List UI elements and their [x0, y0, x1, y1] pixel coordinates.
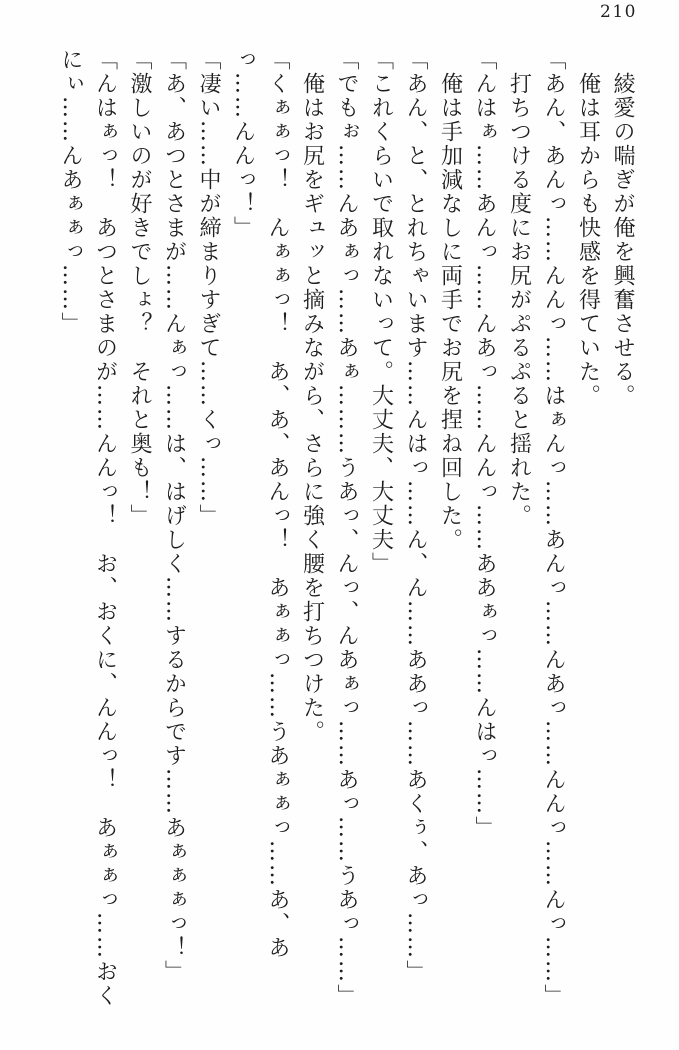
text-line-narration: 俺は耳からも快感を得ていた。 [575, 48, 601, 408]
text-line-dialogue: 「あ、あつとさまが……んぁっ……は、はげしく……するからです……あぁぁぁっ！」 [161, 48, 187, 984]
text-line-narration: 打ちつける度にお尻がぷるぷると揺れた。 [506, 48, 532, 528]
text-line-narration: 綾愛の喘ぎが俺を興奮させる。 [610, 48, 635, 408]
text-line-dialogue: 「んはぁ……あんっ……んあっ……んんっ……ああぁっ……んはっ……」 [472, 48, 497, 840]
text-line-dialogue: 「これくらいで取れないって。大丈夫、大丈夫」 [368, 48, 394, 576]
text-line-narration: 俺は手加減なしに両手でお尻を捏ね回した。 [437, 48, 463, 552]
text-block [53, 48, 640, 1023]
text-line-dialogue: 「んはぁっ！ あつとさまのが……んんっ！ お、おくに、んんっ！ あぁぁっ……おく [92, 48, 118, 1008]
text-line-narration: 俺はお尻をギュッと摘みながら、さらに強く腰を打ちつけた。 [299, 48, 325, 744]
text-line-dialogue: 「くぁぁっ！ んぁぁっ！ あ、あ、あんっ！ あぁぁっ……うあぁぁっ……あ、あ [265, 48, 290, 960]
text-line-dialogue-continuation: にぃ……んあぁぁっ……」 [58, 48, 83, 336]
text-line-dialogue: 「凄い……中が締まりすぎて……くっ……」 [196, 48, 221, 528]
text-line-dialogue: 「あん、あんっ……んんっ……はぁんっ……あんっ……んあっ……んんっ……んっ……」 [541, 48, 566, 1008]
text-line-dialogue: 「でもぉ……んあぁっ……あぁ………うあっ、んっ、んあぁっ……あっ……うあっ……」 [334, 48, 359, 1008]
text-line-dialogue: 「あん、と、とれちゃいます……んはっ……ん、ん……ああっ……あくぅ、あっ……」 [403, 48, 428, 984]
text-line-dialogue: 「激しいのが好きでしょ？ それと奥も！」 [127, 48, 152, 528]
text-line-dialogue-continuation: っ……んんっ！」 [230, 48, 256, 240]
page-number: 210 [600, 2, 637, 22]
